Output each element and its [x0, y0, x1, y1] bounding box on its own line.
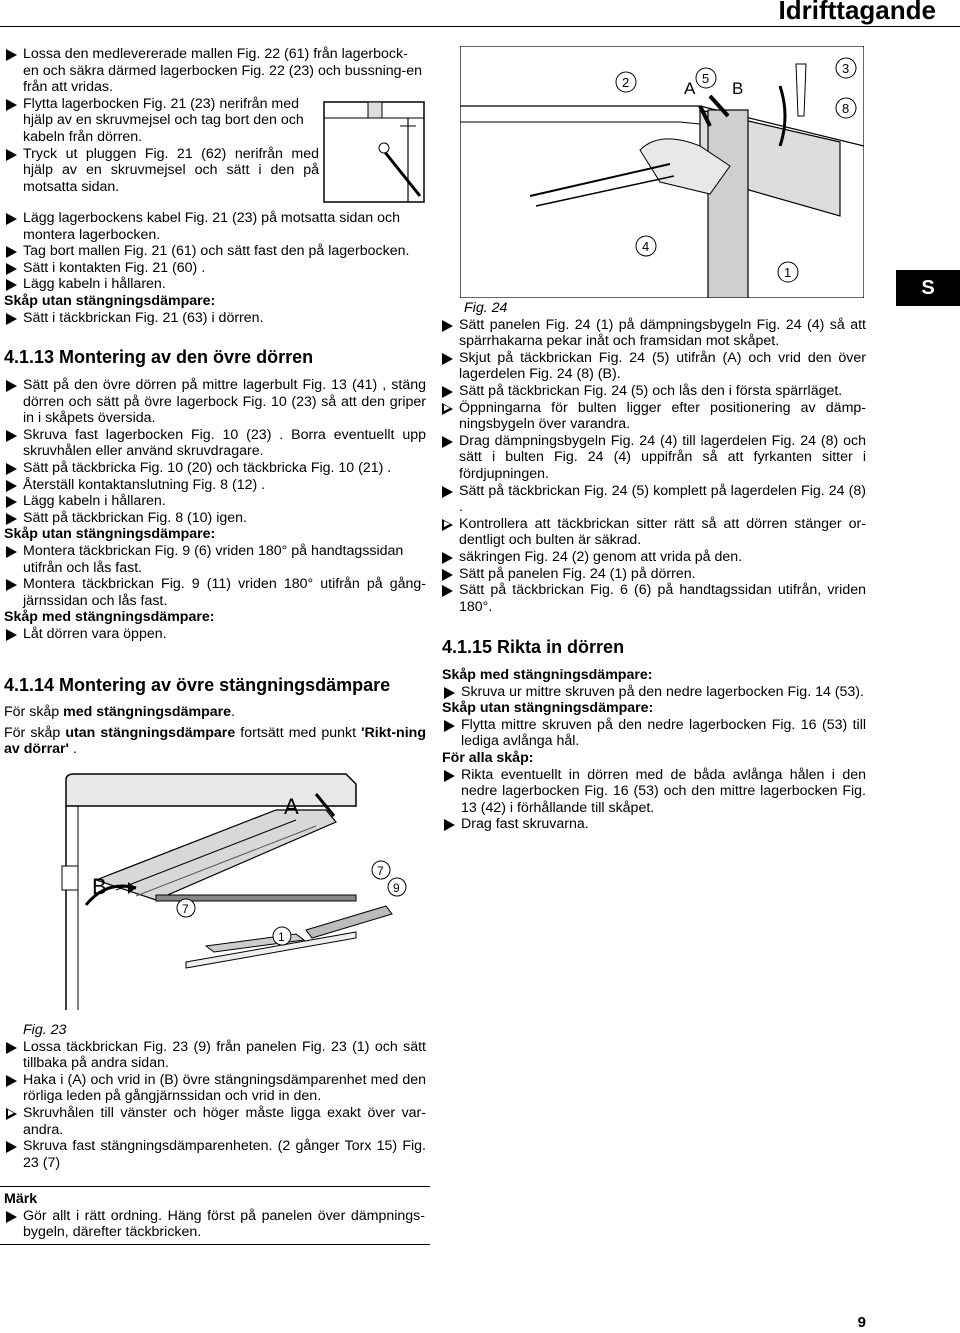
fig24-illustration	[460, 46, 864, 298]
note-item: Gör allt i rätt ordning. Häng först på panelen över dämpnings-bygeln, därefter täckbricken.	[4, 1208, 425, 1241]
step-item: Rikta eventuellt in dörren med de båda avlånga hålen i den nedre lagerbocken Fig. 16 (53) och den mittre lagerbocken Fig. 13 (42) i förhållande till skåpet.	[442, 767, 866, 817]
subheading: Skåp med stängningsdämpare:	[4, 609, 215, 626]
text: .	[231, 704, 236, 720]
figure-caption: Fig. 24	[464, 300, 508, 316]
note-rule	[0, 1186, 430, 1187]
text: För skåp	[4, 724, 66, 741]
bold-text: 'Rikt-ning av dörrar'	[4, 724, 426, 758]
fig24-block	[440, 300, 866, 615]
step-item: Montera täckbrickan Fig. 9 (6) vriden 180° på handtagssidan utifrån och lås fast.	[4, 543, 426, 576]
paragraph	[4, 704, 426, 721]
step-item: Sätt på täckbrickan Fig. 24 (5) och lås den i första spärrläget.	[440, 383, 866, 400]
step-item: Låt dörren vara öppen.	[4, 626, 426, 643]
header-rule	[0, 26, 960, 27]
step-item: Sätt på täckbricka Fig. 10 (20) och täckbricka Fig. 10 (21) .	[4, 460, 426, 477]
step-item: säkringen Fig. 24 (2) genom att vrida på den.	[440, 549, 866, 566]
info-item: Kontrollera att täckbrickan sitter rätt så att dörren stänger or-dentligt och bulten är säkrad.	[440, 516, 866, 549]
step-item: Sätt på täckbrickan Fig. 6 (6) på handtagssidan utifrån, vriden 180°.	[440, 582, 866, 615]
text: fortsätt med punkt	[235, 724, 362, 741]
bold-text: med stängningsdämpare	[63, 704, 232, 720]
label-8: 8	[842, 101, 850, 116]
subheading: Skåp utan stängningsdämpare:	[4, 526, 216, 543]
info-item: Skruvhålen till vänster och höger måste ligga exakt över var-andra.	[4, 1105, 426, 1138]
bold-text: utan stängningsdämpare	[65, 724, 236, 741]
label-1: 1	[278, 930, 285, 944]
step-item: Sätt panelen Fig. 24 (1) på dämpningsbygeln Fig. 24 (4) så att spärrhakarna pekar inåt och framsidan mot skåpet.	[440, 317, 866, 350]
step-item: Tag bort mallen Fig. 21 (61) och sätt fast den på lagerbocken.	[4, 243, 424, 260]
label-9: 9	[393, 881, 400, 895]
note-title: Märk	[4, 1191, 38, 1207]
subheading: Skåp utan stängningsdämpare:	[442, 700, 654, 717]
label-3: 3	[842, 61, 850, 76]
text: För skåp	[4, 704, 64, 720]
label-5: 5	[702, 71, 710, 86]
step-item: Skruva fast lagerbocken Fig. 10 (23) . Borra eventuellt upp skruvhålen eller använd skruvdragare.	[4, 427, 426, 460]
label-7-left: 7	[182, 902, 189, 916]
paragraph	[4, 725, 426, 758]
step-item: Sätt i täckbrickan Fig. 21 (63) i dörren.	[4, 310, 424, 327]
note-block	[0, 1186, 430, 1245]
label-1: 1	[784, 265, 792, 280]
step-item: Lossa täckbrickan Fig. 23 (9) från panelen Fig. 23 (1) och sätt tillbaka på andra sidan.	[4, 1039, 426, 1072]
step-item: Sätt på täckbrickan Fig. 24 (5) komplett på lagerdelen Fig. 24 (8) .	[440, 483, 866, 516]
fig23-illustration	[56, 770, 426, 1020]
step-item: Flytta lagerbocken Fig. 21 (23) nerifrån med hjälp av en skruvmejsel och tag bort den och kabeln från dörren.	[4, 96, 319, 146]
step-item: Lossa den medlevererade mallen Fig. 22 (61) från lagerbock-en och säkra därmed lagerbocken Fig. 22 (23) och bussning-en från att vridas.	[4, 46, 423, 96]
step-item: Drag fast skruvarna.	[442, 816, 866, 833]
subheading: Skåp med stängningsdämpare:	[442, 667, 653, 683]
text: .	[68, 741, 77, 758]
section-heading: 4.1.15 Rikta in dörren	[442, 637, 625, 657]
subheading: För alla skåp:	[442, 749, 534, 766]
info-item: Öppningarna för bulten ligger efter positionering av dämp-ningsbygeln över varandra.	[440, 400, 866, 433]
step-item: Sätt på täckbrickan Fig. 8 (10) igen.	[4, 510, 426, 527]
label-2: 2	[622, 75, 630, 90]
page-header-title: Idrifttagande	[778, 0, 936, 25]
step-item: Sätt i kontakten Fig. 21 (60) .	[4, 260, 424, 277]
step-item: Flytta mittre skruven på den nedre lagerbocken Fig. 16 (53) till lediga avlånga hål.	[442, 717, 866, 750]
label-b: B	[92, 874, 107, 899]
left-top-steps	[4, 46, 424, 195]
label-4: 4	[642, 239, 650, 254]
step-item: Drag dämpningsbygeln Fig. 24 (4) till lagerdelen Fig. 24 (8) och sätt i bulten Fig. 24 (4) uppifrån så att fyrkanten sitter i fördjupningen.	[440, 433, 866, 483]
step-item: Skruva ur mittre skruven på den nedre lagerbocken Fig. 14 (53).	[442, 684, 866, 701]
step-item: Skjut på täckbrickan Fig. 24 (5) utifrån (A) och vrid den över lagerdelen Fig. 24 (8) (B).	[440, 350, 866, 383]
step-item: Haka i (A) och vrid in (B) övre stängningsdämparenhet med den rörliga leden på gångjärnssidan och vrid in den.	[4, 1072, 426, 1105]
step-item: Skruva fast stängningsdämparenheten. (2 gånger Torx 15) Fig. 23 (7)	[4, 1138, 426, 1171]
label-b: B	[732, 79, 744, 98]
section-heading: 4.1.14 Montering av övre stängningsdämpare	[4, 675, 391, 695]
section-4-1-15	[442, 636, 866, 833]
note-rule	[0, 1244, 430, 1245]
fig23-block	[4, 1022, 426, 1171]
step-item: Sätt på den övre dörren på mittre lagerbult Fig. 13 (41) , stäng dörren och sätt på övre lagerbock Fig. 10 (23) så att den griper in i skåpets översida.	[4, 377, 426, 427]
figure-caption: Fig. 23	[23, 1022, 67, 1038]
left-mid-steps	[4, 210, 424, 326]
step-item: Återställ kontaktanslutning Fig. 8 (12) .	[4, 477, 426, 494]
label-a: A	[284, 794, 299, 819]
step-item: Montera täckbrickan Fig. 9 (11) vriden 180° utifrån på gång-järnssidan och lås fast.	[4, 576, 426, 609]
section-heading: 4.1.13 Montering av den övre dörren	[4, 347, 314, 367]
step-item: Sätt på panelen Fig. 24 (1) på dörren.	[440, 566, 866, 583]
step-item: Tryck ut pluggen Fig. 21 (62) nerifrån med hjälp av en skruvmejsel och sätt i den på motsatta sidan.	[4, 146, 319, 196]
language-tab: S	[896, 270, 960, 306]
step-item: Lägg kabeln i hållaren.	[4, 276, 424, 293]
section-4-1-13	[4, 346, 426, 643]
label-a: A	[684, 79, 696, 98]
section-4-1-14	[4, 674, 426, 758]
subheading: Skåp utan stängningsdämpare:	[4, 292, 216, 309]
step-item: Lägg lagerbockens kabel Fig. 21 (23) på motsatta sidan och montera lagerbocken.	[4, 210, 424, 243]
step-item: Lägg kabeln i hållaren.	[4, 493, 426, 510]
page-number: 9	[857, 1314, 866, 1331]
label-7-right: 7	[377, 864, 384, 878]
